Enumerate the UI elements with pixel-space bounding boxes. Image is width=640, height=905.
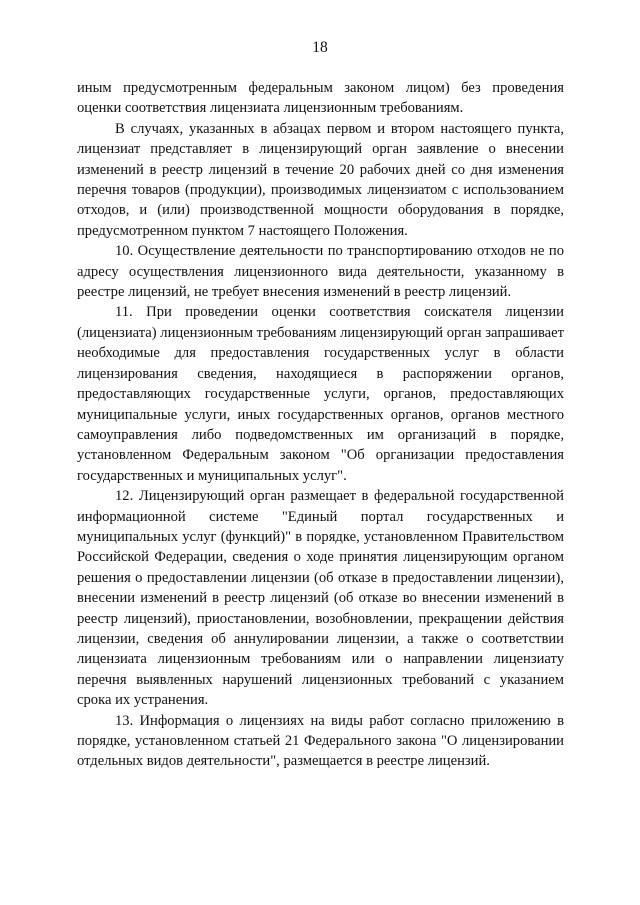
paragraph-continuation: иным предусмотренным федеральным законом лицом) без проведения оценки соответствия лицензиата лицензионным требованиям.	[77, 80, 564, 117]
page-number: 18	[312, 39, 328, 56]
paragraph-item-10: 10. Осуществление деятельности по транспортированию отходов не по адресу осуществления лицензионного вида деятельности, указанному в реестре лицензий, не требует внесения изменений в реестр лицензий.	[77, 243, 564, 301]
paragraph-item-12: 12. Лицензирующий орган размещает в федеральной государственной информационной системе "Единый портал государственных и муниципальных услуг (функций)" в порядке, установленном Правительством Российской Федерации, сведения о ходе принятия лицензирующим органом решения о предоставлении лицензии (об отказе в предоставлении лицензии), внесении изменений в реестр лицензий (об отказе во внесении изменений в реестр лицензий), приостановлении, возобновлении, прекращении действия лицензии, сведения об аннулировании лицензии, а также о соответствии лицензиата лицензионным требованиям или о направлении лицензиату перечня выявленных нарушений лицензионных требований с указанием срока их устранения.	[77, 488, 564, 709]
document-body	[77, 78, 564, 772]
paragraph-item-11: 11. При проведении оценки соответствия соискателя лицензии (лицензиата) лицензионным требованиям лицензирующий орган запрашивает необходимые для предоставления государственных услуг в области лицензирования сведения, находящиеся в распоряжении органов, предоставляющих государственные услуги, органов, предоставляющих муниципальные услуги, иных государственных органов, органов местного самоуправления либо подведомственных им организаций в порядке, установленном Федеральным законом "Об организации предоставления государственных и муниципальных услуг".	[77, 304, 564, 484]
paragraph-registry-change-application: В случаях, указанных в абзацах первом и втором настоящего пункта, лицензиат представляет в лицензирующий орган заявление о внесении изменений в реестр лицензий в течение 20 рабочих дней со дня изменения перечня товаров (продукции), производимых лицензиатом с использованием отходов, и (или) производственной мощности оборудования в порядке, предусмотренном пунктом 7 настоящего Положения.	[77, 120, 564, 239]
paragraph-item-13: 13. Информация о лицензиях на виды работ согласно приложению в порядке, установленном статьей 21 Федерального закона "О лицензировании отдельных видов деятельности", размещается в реестре лицензий.	[77, 712, 564, 770]
